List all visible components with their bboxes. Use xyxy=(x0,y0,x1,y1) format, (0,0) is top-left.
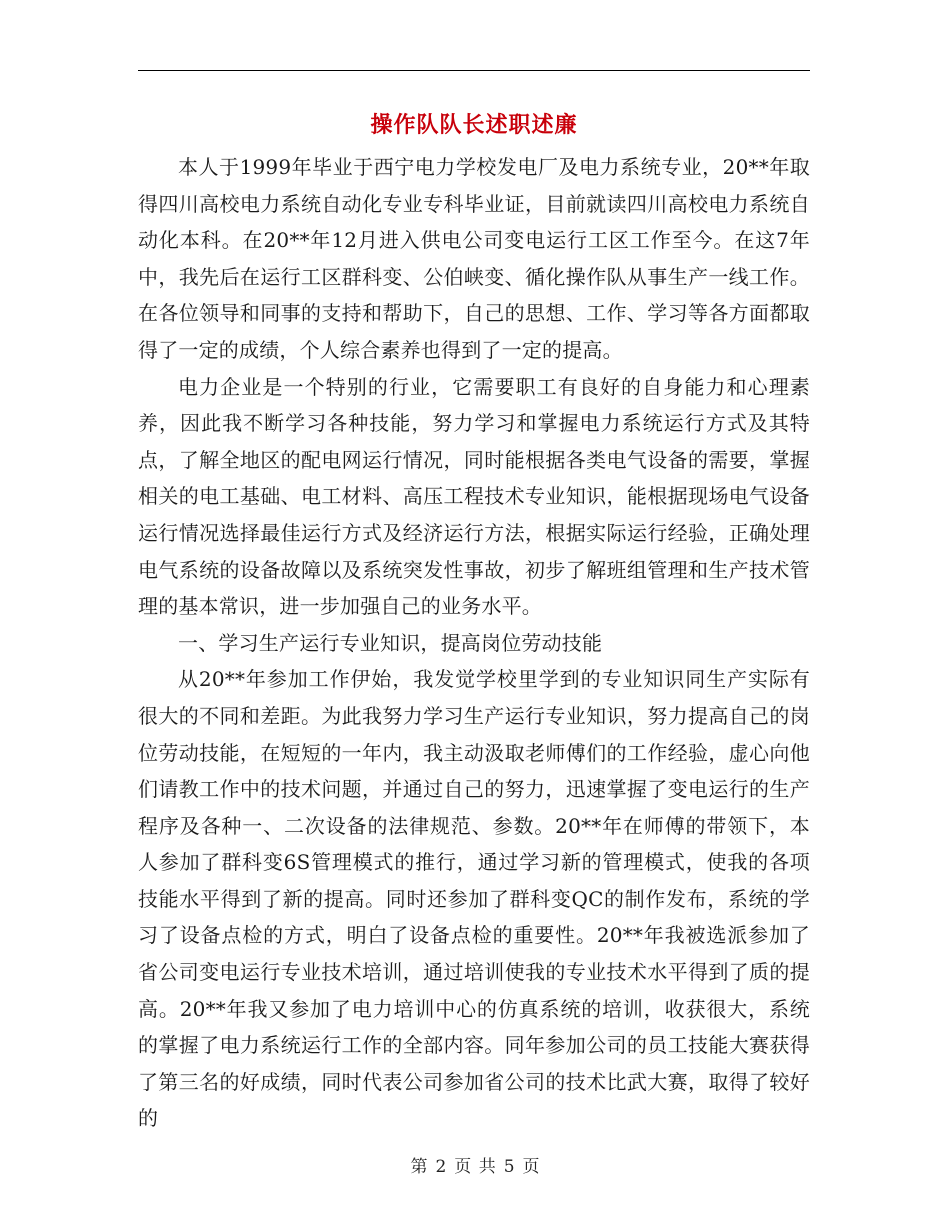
paragraph-industry: 电力企业是一个特别的行业，它需要职工有良好的自身能力和心理素养，因此我不断学习各种技能，努力学习和掌握电力系统运行方式及其特点，了解全地区的配电网运行情况，同时能根据各类电气设备的需要，掌握相关的电工基础、电工材料、高压工程技术专业知识，能根据现场电气设备运行情况选择最佳运行方式及经济运行方法，根据实际运行经验，正确处理电气系统的设备故障以及系统突发性事故，初步了解班组管理和生产技术管理的基本常识，进一步加强自己的业务水平。 xyxy=(138,374,810,619)
header-rule xyxy=(138,70,810,71)
footer-label-of: 页 共 xyxy=(454,1157,496,1177)
document-title: 操作队队长述职述廉 xyxy=(370,113,578,138)
page-footer xyxy=(0,1152,950,1177)
footer-current-page: 2 xyxy=(435,1157,447,1177)
paragraph-intro: 本人于1999年毕业于西宁电力学校发电厂及电力系统专业，20**年取得四川高校电力系统自动化专业专科毕业证，目前就读四川高校电力系统自动化本科。在20**年12月进入供电公司变电运行工区工作至今。在这7年中，我先后在运行工区群科变、公伯峡变、循化操作队从事生产一线工作。在各位领导和同事的支持和帮助下，自己的思想、工作、学习等各方面都取得了一定的成绩，个人综合素养也得到了一定的提高。 xyxy=(138,155,810,362)
footer-label-end: 页 xyxy=(522,1157,540,1177)
section-heading-1: 一、学习生产运行专业知识，提高岗位劳动技能 xyxy=(178,630,603,655)
paragraph-learning: 从20**年参加工作伊始，我发觉学校里学到的专业知识同生产实际有很大的不同和差距。为此我努力学习生产运行专业知识，努力提高自己的岗位劳动技能，在短短的一年内，我主动汲取老师傅们的工作经验，虚心向他们请教工作中的技术问题，并通过自己的努力，迅速掌握了变电运行的生产程序及各种一、二次设备的法律规范、参数。20**年在师傅的带领下，本人参加了群科变6S管理模式的推行，通过学习新的管理模式，使我的各项技能水平得到了新的提高。同时还参加了群科变QC的制作发布，系统的学习了设备点检的方式，明白了设备点检的重要性。20**年我被选派参加了省公司变电运行专业技术培训，通过培训使我的专业技术水平得到了质的提高。20**年我又参加了电力培训中心的仿真系统的培训，收获很大，系统的掌握了电力系统运行工作的全部内容。同年参加公司的员工技能大赛获得了第三名的好成绩，同时代表公司参加省公司的技术比武大赛，取得了较好的 xyxy=(138,667,810,1131)
footer-label-page: 第 xyxy=(410,1157,428,1177)
document-body xyxy=(138,149,810,1137)
footer-total-pages: 5 xyxy=(503,1157,515,1177)
